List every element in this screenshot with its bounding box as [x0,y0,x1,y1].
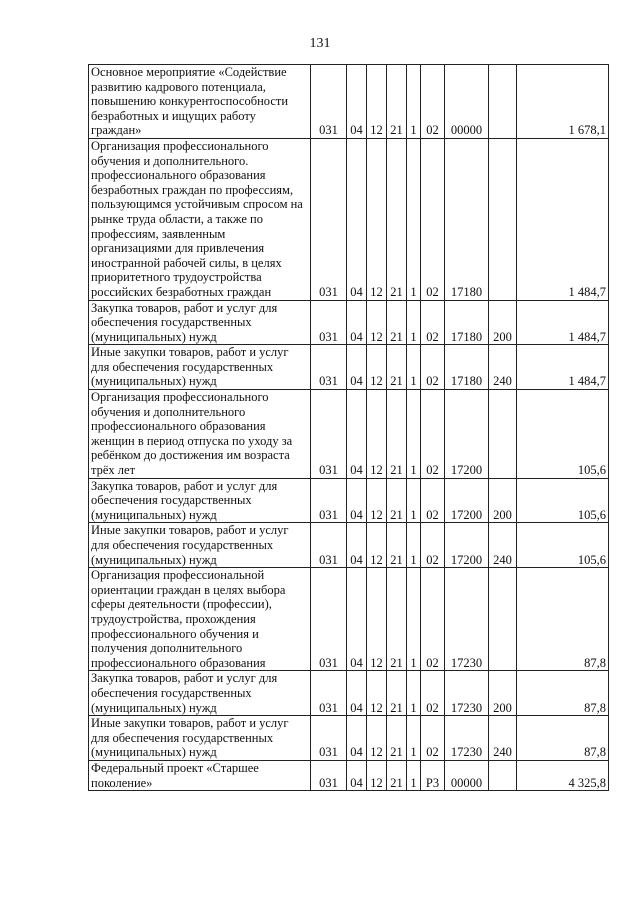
row-grbs-code: 031 [311,568,347,671]
row-name: Закупка товаров, работ и услуг для обеспечения государственных (муниципальных) нужд [89,300,311,345]
table-row [89,523,609,568]
row-subsection-code: 12 [367,716,387,761]
row-subsection-code: 12 [367,65,387,139]
row-target-article-program: 21 [387,478,407,523]
row-section-code: 04 [347,568,367,671]
row-target-article-direction: 17230 [445,671,489,716]
row-amount: 1 484,7 [517,345,609,390]
row-section-code: 04 [347,390,367,479]
row-target-article-program: 21 [387,568,407,671]
row-subsection-code: 12 [367,671,387,716]
row-amount: 1 484,7 [517,138,609,300]
row-target-article-event: 02 [421,568,445,671]
row-target-article-direction: 17180 [445,300,489,345]
row-target-article-event: P3 [421,760,445,790]
row-target-article-subprogram: 1 [407,65,421,139]
row-amount: 105,6 [517,390,609,479]
row-section-code: 04 [347,345,367,390]
row-target-article-event: 02 [421,478,445,523]
table-row [89,390,609,479]
row-target-article-subprogram: 1 [407,716,421,761]
row-grbs-code: 031 [311,345,347,390]
row-target-article-direction: 17200 [445,478,489,523]
row-target-article-subprogram: 1 [407,138,421,300]
row-target-article-subprogram: 1 [407,671,421,716]
row-target-article-direction: 17230 [445,716,489,761]
row-grbs-code: 031 [311,390,347,479]
page-number: 131 [309,36,331,51]
row-target-article-program: 21 [387,671,407,716]
row-subsection-code: 12 [367,345,387,390]
row-target-article-program: 21 [387,65,407,139]
row-target-article-program: 21 [387,760,407,790]
row-target-article-program: 21 [387,523,407,568]
row-expense-type [489,568,517,671]
row-grbs-code: 031 [311,478,347,523]
row-grbs-code: 031 [311,300,347,345]
row-section-code: 04 [347,671,367,716]
row-target-article-subprogram: 1 [407,760,421,790]
row-section-code: 04 [347,523,367,568]
row-expense-type: 200 [489,478,517,523]
row-target-article-subprogram: 1 [407,523,421,568]
row-grbs-code: 031 [311,523,347,568]
row-subsection-code: 12 [367,478,387,523]
row-target-article-direction: 00000 [445,65,489,139]
row-subsection-code: 12 [367,523,387,568]
row-target-article-subprogram: 1 [407,478,421,523]
row-target-article-event: 02 [421,300,445,345]
row-section-code: 04 [347,478,367,523]
row-name: Организация профессиональной ориентации граждан в целях выбора сферы деятельности (профессии), трудоустройства, прохождения профессионального обучения и получения дополнительного профессионального образования [89,568,311,671]
row-target-article-program: 21 [387,300,407,345]
row-subsection-code: 12 [367,568,387,671]
row-expense-type: 200 [489,671,517,716]
row-name: Иные закупки товаров, работ и услуг для обеспечения государственных (муниципальных) нужд [89,523,311,568]
row-grbs-code: 031 [311,671,347,716]
row-name: Закупка товаров, работ и услуг для обеспечения государственных (муниципальных) нужд [89,671,311,716]
row-subsection-code: 12 [367,390,387,479]
row-target-article-direction: 17200 [445,390,489,479]
row-amount: 4 325,8 [517,760,609,790]
row-expense-type [489,390,517,479]
row-target-article-direction: 17230 [445,568,489,671]
row-section-code: 04 [347,138,367,300]
row-target-article-subprogram: 1 [407,568,421,671]
row-target-article-event: 02 [421,671,445,716]
row-name: Организация профессионального обучения и дополнительного профессионального образования женщин в период отпуска по уходу за ребёнком до достижения им возраста трёх лет [89,390,311,479]
row-amount: 1 484,7 [517,300,609,345]
row-target-article-event: 02 [421,523,445,568]
row-grbs-code: 031 [311,716,347,761]
row-name: Иные закупки товаров, работ и услуг для обеспечения государственных (муниципальных) нужд [89,345,311,390]
row-target-article-direction: 17180 [445,138,489,300]
row-target-article-event: 02 [421,390,445,479]
row-target-article-event: 02 [421,716,445,761]
row-name: Закупка товаров, работ и услуг для обеспечения государственных (муниципальных) нужд [89,478,311,523]
row-grbs-code: 031 [311,65,347,139]
row-expense-type: 200 [489,300,517,345]
row-target-article-subprogram: 1 [407,300,421,345]
table-row [89,568,609,671]
row-expense-type [489,760,517,790]
row-target-article-direction: 17200 [445,523,489,568]
row-target-article-subprogram: 1 [407,390,421,479]
row-grbs-code: 031 [311,138,347,300]
budget-table-body [89,65,609,791]
row-name: Иные закупки товаров, работ и услуг для обеспечения государственных (муниципальных) нужд [89,716,311,761]
row-expense-type [489,65,517,139]
row-target-article-program: 21 [387,345,407,390]
row-target-article-event: 02 [421,345,445,390]
row-amount: 87,8 [517,716,609,761]
row-expense-type [489,138,517,300]
row-expense-type: 240 [489,345,517,390]
table-row [89,716,609,761]
row-subsection-code: 12 [367,138,387,300]
row-section-code: 04 [347,716,367,761]
row-amount: 87,8 [517,671,609,716]
row-subsection-code: 12 [367,760,387,790]
table-row [89,760,609,790]
row-expense-type: 240 [489,716,517,761]
table-row [89,300,609,345]
table-row [89,138,609,300]
row-amount: 105,6 [517,478,609,523]
row-section-code: 04 [347,760,367,790]
row-target-article-event: 02 [421,138,445,300]
row-expense-type: 240 [489,523,517,568]
row-subsection-code: 12 [367,300,387,345]
row-section-code: 04 [347,65,367,139]
row-name: Организация профессионального обучения и дополнительного. профессионального образования безработных граждан по профессиям, пользующимся устойчивым спросом на рынке труда области, а также по профессиям, заявленным организациями для привлечения иностранной рабочей силы, в целях приоритетного трудоустройства российских безработных граждан [89,138,311,300]
row-name: Федеральный проект «Старшее поколение» [89,760,311,790]
row-amount: 1 678,1 [517,65,609,139]
row-target-article-subprogram: 1 [407,345,421,390]
row-target-article-direction: 00000 [445,760,489,790]
row-section-code: 04 [347,300,367,345]
row-target-article-program: 21 [387,138,407,300]
row-name: Основное мероприятие «Содействие развитию кадрового потенциала, повышению конкурентоспособности безработных и ищущих работу граждан» [89,65,311,139]
table-row [89,671,609,716]
row-target-article-program: 21 [387,716,407,761]
row-grbs-code: 031 [311,760,347,790]
table-row [89,65,609,139]
table-row [89,345,609,390]
row-target-article-direction: 17180 [445,345,489,390]
row-amount: 87,8 [517,568,609,671]
row-target-article-program: 21 [387,390,407,479]
budget-table [88,64,609,791]
row-target-article-event: 02 [421,65,445,139]
row-amount: 105,6 [517,523,609,568]
table-row [89,478,609,523]
